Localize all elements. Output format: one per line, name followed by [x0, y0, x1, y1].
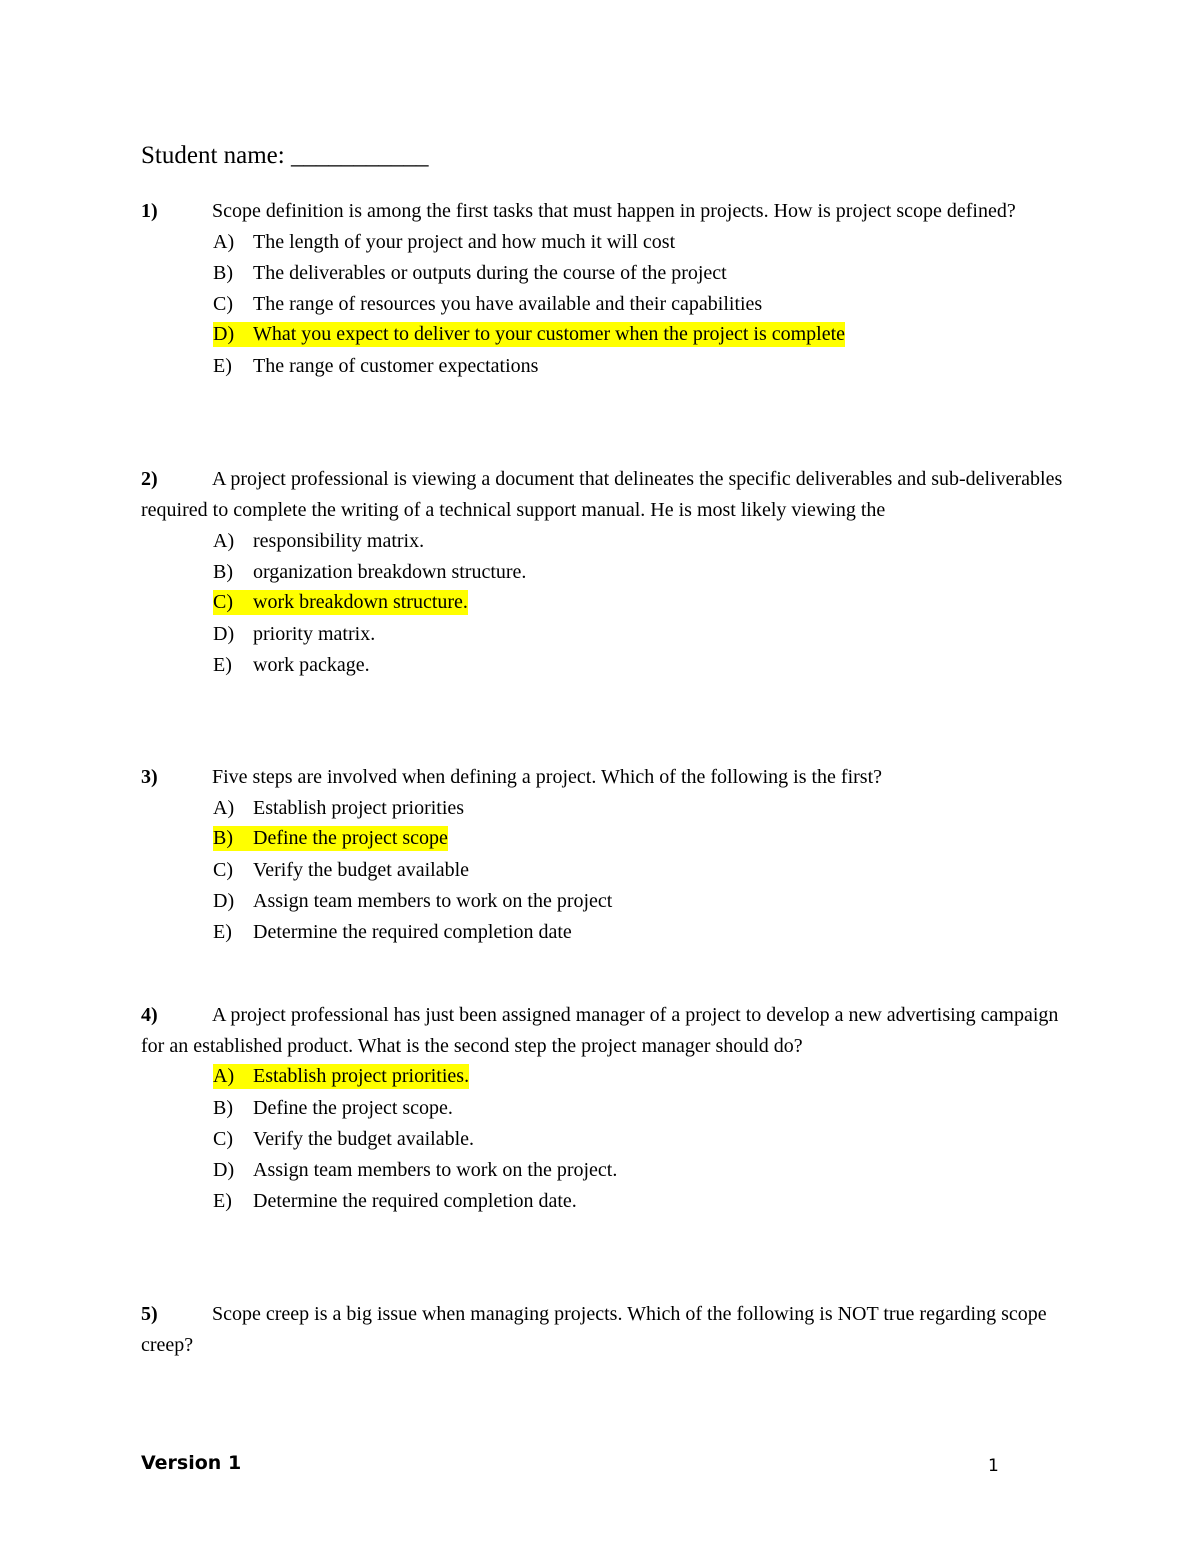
- option-d: D) Assign team members to work on the project: [213, 890, 613, 912]
- answer-options: [141, 793, 1071, 948]
- option-d: D) Assign team members to work on the project.: [213, 1159, 618, 1181]
- question-text: A project professional is viewing a document that delineates the specific deliverables and sub-deliverables required to complete the writing of a technical support manual. He is most likely viewing the: [141, 468, 1063, 521]
- question-text: Scope creep is a big issue when managing projects. Which of the following is NOT true regarding scope creep?: [141, 1303, 1047, 1356]
- option-c: C) Verify the budget available.: [213, 1128, 475, 1150]
- option-a: A) The length of your project and how much it will cost: [213, 231, 676, 253]
- answer-highlight: A) Establish project priorities.: [213, 1065, 470, 1088]
- option-c-highlighted: [141, 588, 1071, 619]
- question-number: 1): [141, 200, 158, 222]
- question-number: 3): [141, 766, 158, 788]
- question-number: 2): [141, 468, 158, 490]
- option-e: E) The range of customer expectations: [213, 355, 539, 377]
- question-5: [141, 1299, 1071, 1361]
- question-text: Scope definition is among the first tasks that must happen in projects. How is project scope defined?: [212, 200, 1016, 222]
- question-number: 5): [141, 1303, 158, 1325]
- option-a-highlighted: [141, 1062, 1071, 1093]
- footer-version: Version 1: [141, 1452, 242, 1474]
- answer-options: [141, 227, 1071, 382]
- question-2: [141, 464, 1071, 681]
- question-text: A project professional has just been assigned manager of a project to develop a new advertising campaign for an established product. What is the second step the project manager should do?: [141, 1004, 1059, 1057]
- answer-highlight: C) work breakdown structure.: [213, 591, 468, 614]
- answer-options: [141, 526, 1071, 681]
- question-number: 4): [141, 1004, 158, 1026]
- question-1: [141, 196, 1071, 382]
- question-text: Five steps are involved when defining a project. Which of the following is the first?: [212, 766, 883, 788]
- option-d-highlighted: [141, 320, 1071, 351]
- option-a: A) Establish project priorities: [213, 797, 465, 819]
- option-c: C) The range of resources you have available and their capabilities: [213, 293, 763, 315]
- question-3: [141, 762, 1071, 948]
- option-e: E) Determine the required completion date.: [213, 1190, 577, 1212]
- option-b: B) organization breakdown structure.: [213, 561, 527, 583]
- answer-highlight: D) What you expect to deliver to your customer when the project is complete: [213, 323, 846, 346]
- question-4: [141, 1000, 1071, 1217]
- option-b: B) The deliverables or outputs during the course of the project: [213, 262, 727, 284]
- option-b-highlighted: [141, 824, 1071, 855]
- answer-highlight: B) Define the project scope: [213, 827, 448, 850]
- student-name-label: Student name: ___________: [141, 142, 429, 169]
- option-a: A) responsibility matrix.: [213, 530, 425, 552]
- option-b: B) Define the project scope.: [213, 1097, 453, 1119]
- option-e: E) Determine the required completion date: [213, 921, 572, 943]
- option-d: D) priority matrix.: [213, 623, 376, 645]
- page-number: 1: [988, 1456, 999, 1476]
- answer-options: [141, 1062, 1071, 1217]
- option-c: C) Verify the budget available: [213, 859, 470, 881]
- option-e: E) work package.: [213, 654, 370, 676]
